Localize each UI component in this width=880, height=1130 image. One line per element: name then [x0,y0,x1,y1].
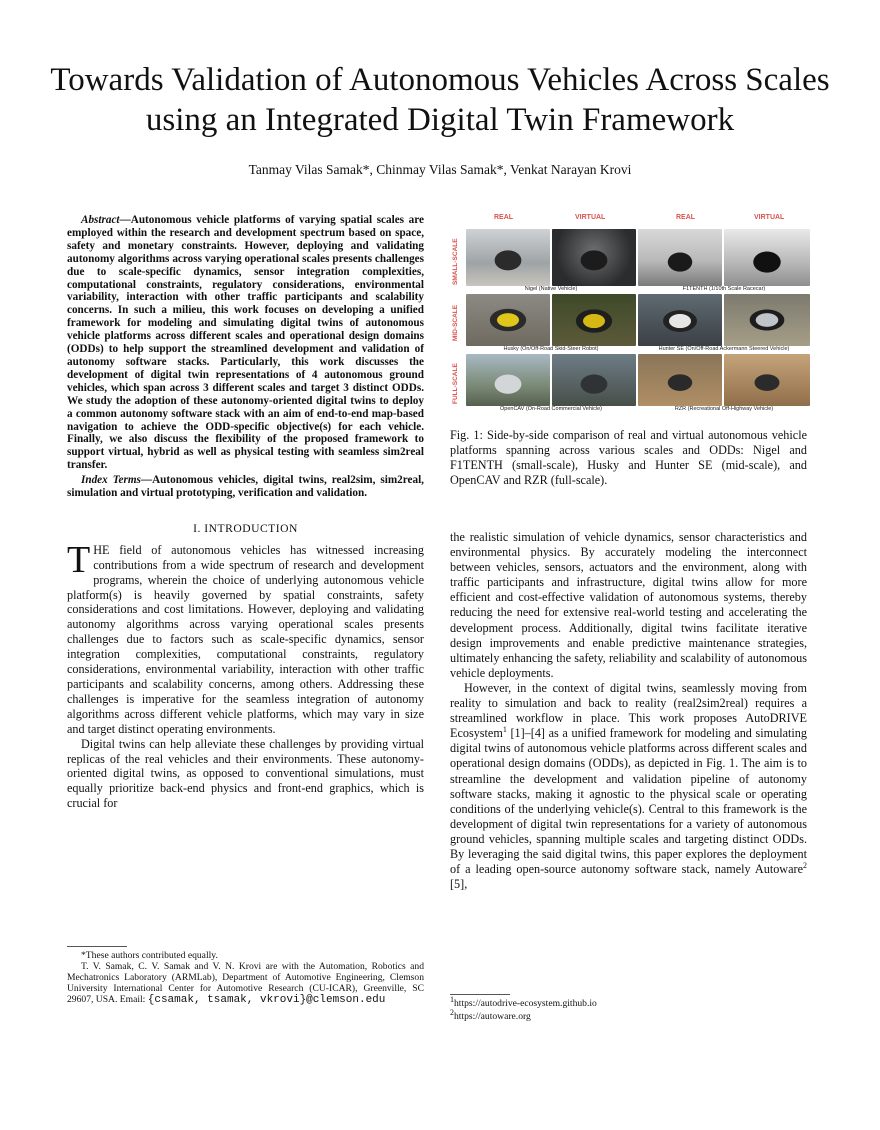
col-header-virtual-1: VIRTUAL [575,214,606,221]
right-paragraph-1: the realistic simulation of vehicle dynamics, sensor characteristics and environmental physics. By accurately modeling the interconnect between vehicles, sensors, actuators and the environment, along with traffic participants and infrastructure, digital twins allow for more efficient and cost-effective validation of autonomous systems, thereby reducing the need for extensive real-world testing and accelerating the development process. Additionally, digital twins facilitate iterative design improvements and enable predictive maintenance strategies, ultimately enhancing the safety, reliability and scalability of autonomous vehicle deployments. [450,530,807,680]
footnote-email: {csamak, tsamak, vkrovi}@clemson.edu [147,994,386,1006]
footnote-url-1 [450,994,807,1011]
footnote-equal-contribution: *These authors contributed equally. [81,950,218,961]
right-column [450,530,807,892]
col-header-real-2: REAL [676,214,696,221]
footnote-mark-1: 1 [450,994,454,1004]
caption-nigel: Nigel (Native Vehicle) [524,286,578,292]
husky-real-photo [466,294,550,346]
paper-title: Towards Validation of Autonomous Vehicles Across Scales using an Integrated Digital Twin Framework [50,62,830,138]
intro-paragraph-2: Digital twins can help alleviate these challenges by providing virtual replicas of the real vehicles and their environments. These autonomy-oriented digital twins, as opposed to conventional simulations, must equally prioritize back-end physics and front-end graphics, which is crucial for [67,736,424,811]
opencav-real-photo [466,354,550,406]
figure-1 [452,212,812,419]
nigel-virtual-render [552,229,636,286]
opencav-virtual-render [552,354,636,406]
abstract-text: —Autonomous vehicle platforms of varying spatial scales are employed within the research and development spectrum based on space, safety and monetary constraints. However, deploying and validating autonomy algorithms across varying operational scales presents challenges due to scale-specific dynamics, sensor integration complexities, computational constraints, regulatory considerations, environmental variability, interaction with other traffic participants and scalability concerns. In such a milieu, this work focuses on developing a unified framework for modeling and simulating digital twins of autonomous vehicle platforms across different scales and operational design domains (ODDs) to help support the streamlined development and validation of autonomy software stacks. Particularly, this work discusses the development of digital twin representations of 4 autonomous ground vehicles, which span across 3 different scales and target 3 distinct ODDs. We study the adoption of these autonomy-oriented digital twins to deploy a common autonomy software stack with an aim of end-to-end map-based navigation to achieve the ODD-specific objective(s) for each vehicle. Finally, we also discuss the flexibility of the proposed framework to support virtual, hybrid as well as physical testing with seamless sim2real transfer. [67,214,424,472]
figure-caption: Fig. 1: Side-by-side comparison of real and virtual autonomous vehicle platforms spanning across various scales and ODDs: Nigel and F1TENTH (small-scale), Husky and Hunter SE (mid-scale), and OpenCAV and RZR (full-scale). [450,428,807,487]
caption-opencav: OpenCAV (On-Road Commercial Vehicle) [500,406,602,412]
footnote-rule [67,946,127,947]
caption-rzr: RZR (Recreational Off-Highway Vehicle) [674,406,774,412]
abstract [67,214,424,472]
right-paragraph-2 [450,681,807,892]
intro-p1-text: HE field of autonomous vehicles has witnessed increasing contributions from a wide spectrum of research and development programs, wherein the choice of underlying autonomous vehicle platform(s) is heavily governed by spatial constraints, safety considerations and cost limitations. However, deploying and validating autonomy algorithms across varying operational scales presents challenges due to factors such as scale-specific dynamics, sensor integration complexities, computational constraints, regulatory considerations, environmental variability, interaction with other traffic participants and scalability concerns, among others. Addressing these challenges is imperative for the seamless integration of autonomy algorithms across different vehicle platforms, which may vary in size and target distinct operating environments. [67,542,424,736]
right-footnotes [450,994,807,1023]
footnote-affiliation [67,961,424,1006]
rzr-virtual-render [724,354,810,406]
f1tenth-real-photo [638,229,722,286]
abstract-label: Abstract [81,214,120,226]
author-list: Tanmay Vilas Samak*, Chinmay Vilas Samak*, Venkat Narayan Krovi [248,162,632,177]
col-header-virtual-2: VIRTUAL [754,214,785,221]
footnote-url-2-text: https://autoware.org [454,1010,531,1022]
footnote-url-2 [450,1007,807,1024]
right-p2-part-b: [1]–[4] as a unified framework for modeling and simulating digital twins of autonomous vehicle platforms across different scales and operational design domains (ODDs), as depicted in Fig. 1. The aim is to streamline the development and validation pipeline of autonomy software stacks, making it agnostic to the physical scale or operating conditions of the underlying vehicle(s). Central to this framework is the development of digital twin representations for a variety of autonomous ground vehicles, spanning multiple scales and targeting distinct ODDs. By leveraging the said digital twins, this paper explores the deployment of a leading open-source autonomy software stack, namely Autoware [450,726,807,877]
husky-virtual-render [552,294,636,346]
caption-husky: Husky (On/Off-Road Skid-Steer Robot) [503,346,599,352]
drop-cap: T [67,538,91,581]
hunter-real-photo [638,294,722,346]
section-heading: I. INTRODUCTION [193,521,298,535]
index-terms-label: Index Terms [81,474,141,487]
footnote-ref-1: 1 [502,725,507,735]
index-terms [67,474,424,500]
row-label-full-scale: FULL-SCALE [452,363,459,405]
footnote-rule-right [450,994,510,995]
caption-f1tenth: F1TENTH (1/10th Scale Racecar) [682,286,766,292]
footnote-url-1-text: https://autodrive-ecosystem.github.io [454,998,597,1009]
footnote-mark-2: 2 [450,1007,454,1017]
left-column [67,214,424,811]
footnote-ref-2: 2 [803,861,807,870]
col-header-real-1: REAL [494,214,514,221]
footnote-affiliation-text: T. V. Samak, C. V. Samak and V. N. Krovi are with the Automation, Robotics and Mechatronics Laboratory (ARMLab), Department of Automotive Engineering, Clemson University International Center for Automotive Research (CU-ICAR), Greenville, SC 29607, USA. Email: [67,961,424,1005]
intro-paragraph-1 [67,538,424,737]
row-label-mid-scale: MID-SCALE [452,304,459,342]
nigel-real-photo [466,229,550,286]
row-label-small-scale: SMALL-SCALE [452,238,459,286]
right-p2-part-c: [5], [450,877,468,892]
right-p2-part-a: However, in the context of digital twins, seamlessly moving from reality to simulation and back to reality (real2sim2real) requires a streamlined workflow in place. This work proposes AutoDRIVE Ecosystem [450,680,807,741]
index-terms-text: —Autonomous vehicles, digital twins, real2sim, sim2real, simulation and virtual prototyping, verification and validation. [67,474,424,500]
caption-hunter: Hunter SE (On/Off-Road Ackermann Steered Vehicle) [658,346,790,352]
hunter-virtual-render [724,294,810,346]
rzr-real-photo [638,354,722,406]
left-footnotes [67,946,424,1006]
f1tenth-virtual-render [724,229,810,286]
